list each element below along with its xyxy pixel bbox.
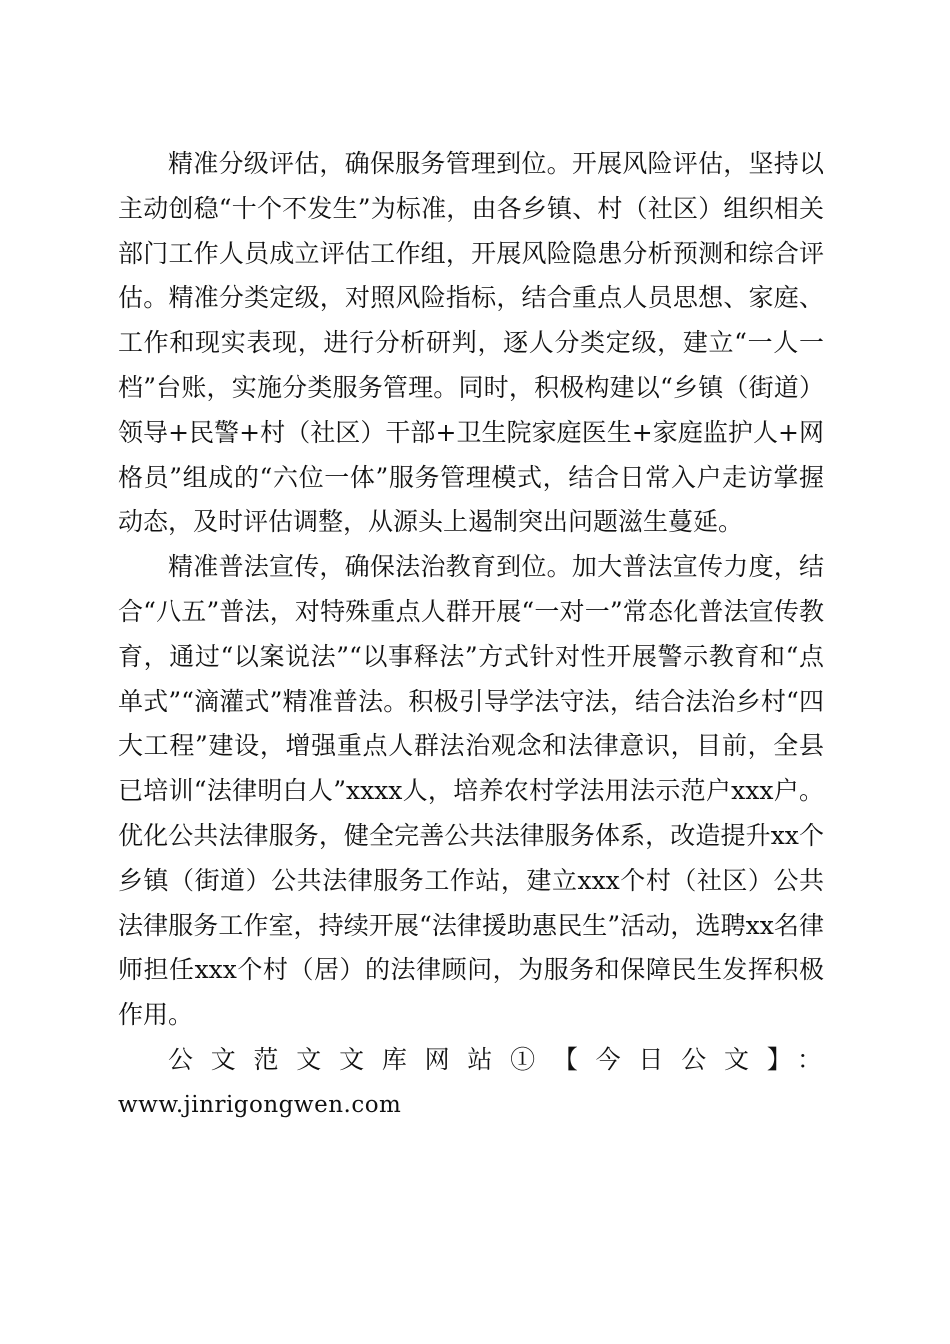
document-body (118, 142, 824, 1128)
footer-url: www.jinrigongwen.com (118, 1091, 402, 1118)
footer-site-line: 公文范文文库网站①【今日公文】： (168, 1044, 824, 1074)
paragraph-risk-assessment: 精准分级评估，确保服务管理到位。开展风险评估，坚持以主动创稳“十个不发生”为标准，由各乡镇、村（社区）组织相关部门工作人员成立评估工作组，开展风险隐患分析预测和综合评估。精准分类定级，对照风险指标，结合重点人员思想、家庭、工作和现实表现，进行分析研判，逐人分类定级，建立“一人一档”台账，实施分类服务管理。同时，积极构建以“乡镇（街道）领导+民警+村（社区）干部+卫生院家庭医生+家庭监护人+网格员”组成的“六位一体”服务管理模式，结合日常入户走访掌握动态，及时评估调整，从源头上遏制突出问题滋生蔓延。 (118, 149, 824, 537)
paragraph-law-publicity: 精准普法宣传，确保法治教育到位。加大普法宣传力度，结合“八五”普法，对特殊重点人群开展“一对一”常态化普法宣传教育，通过“以案说法”“以事释法”方式针对性开展警示教育和“点单式”“滴灌式”精准普法。积极引导学法守法，结合法治乡村“四大工程”建设，增强重点人群法治观念和法律意识，目前，全县已培训“法律明白人”xxxx人，培养农村学法用法示范户xxx户。优化公共法律服务，健全完善公共法律服务体系，改造提升xx个乡镇（街道）公共法律服务工作站，建立xxx个村（社区）公共法律服务工作室，持续开展“法律援助惠民生”活动，选聘xx名律师担任xxx个村（居）的法律顾问，为服务和保障民生发挥积极作用。 (118, 552, 824, 1030)
